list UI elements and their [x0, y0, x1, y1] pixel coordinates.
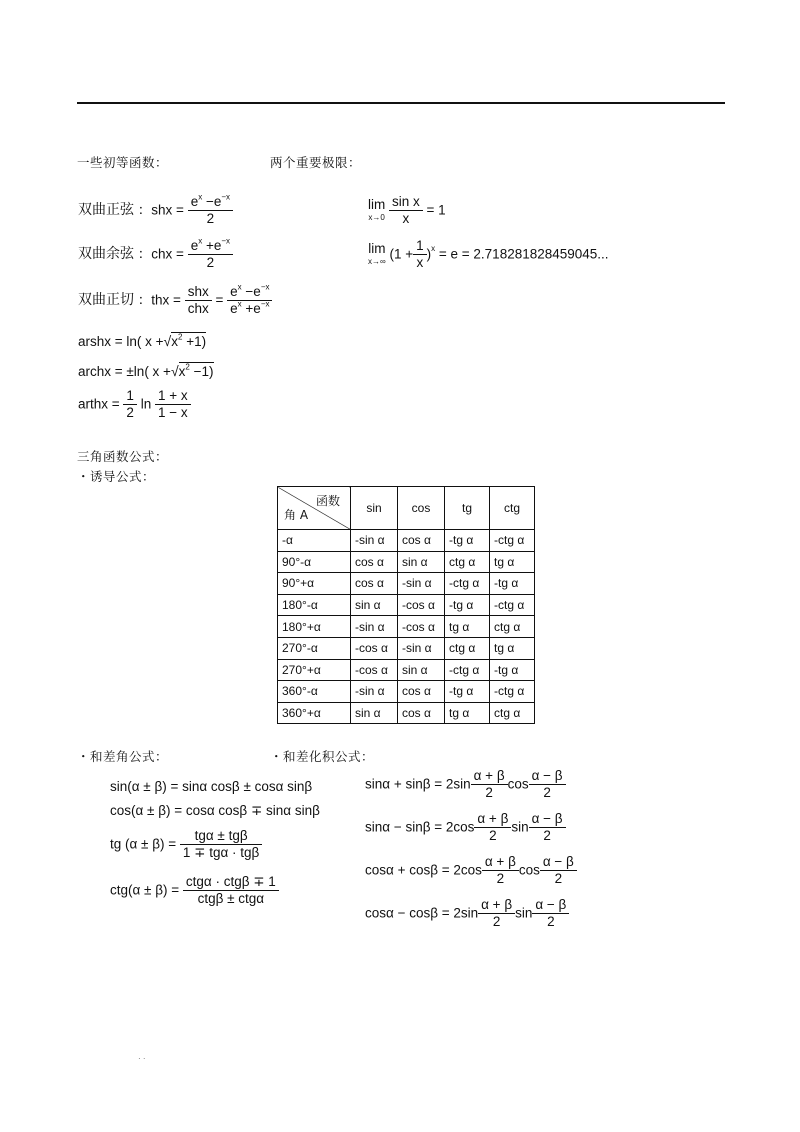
induction-table	[277, 486, 535, 724]
table-corner-cell: 函数 角 A	[278, 487, 351, 530]
formula-archx: archx = ±ln( $x +√x^2 -1$)	[78, 362, 214, 379]
table-row: 180°-α sin α -cos α -tg α -ctg α	[278, 594, 535, 616]
heading-sum-difference: ・和差角公式：	[77, 749, 169, 764]
heading-trig: 三角函数公式：	[77, 449, 169, 464]
table-row: 90°+α cos α -sin α -ctg α -tg α	[278, 573, 535, 595]
table-row: -α -sin α cos α -tg α -ctg α	[278, 530, 535, 552]
formula-arshx: arshx = ln( $x +√x^2 +1$)	[78, 332, 207, 349]
tanh-fraction-2: $\frac{e^x -e^{-x}}{e^x +e^{-x}}$	[227, 284, 272, 316]
tanh-fraction-1: $\frac{\text{shx}}{\text{chx}}$	[185, 284, 212, 316]
formula-cos-sum: cos(α ± β) = cosα cosβ ∓ sinα sinβ	[110, 803, 320, 818]
table-header-sin: sin	[351, 487, 398, 530]
limit-e: lim x→∞ (1 + $\frac{1}{x}$ )$^x$ = e = 2.718281828459045...	[368, 238, 609, 270]
cosh-fraction: $\frac{e^x +e^{-x}}{2}$	[188, 238, 233, 270]
table-row: 360°+α sin α cos α tg α ctg α	[278, 702, 535, 724]
cosh-label: 双曲余弦	[78, 246, 134, 262]
formula-cosh: 双曲余弦 ：chx = $\frac{e^x +e^{-x}}{2}$	[78, 238, 233, 270]
heading-induction: ・诱导公式：	[77, 469, 156, 484]
table-header-tg: tg	[445, 487, 490, 530]
formula-sin-plus-sin: sinα + sinβ = 2sin $\frac{\alpha + \beta}{2}$ cos $\frac{\alpha - \beta}{2}$	[365, 768, 566, 800]
table-row: 270°+α -cos α sin α -ctg α -tg α	[278, 659, 535, 681]
formula-tg-sum: tg (α ± β) = $\frac{\text{tgα ± tgβ}}{\text{1 ∓ tgα · tgβ}}$	[110, 828, 262, 860]
table-row: 270°-α -cos α -sin α ctg α tg α	[278, 637, 535, 659]
formula-cos-minus-cos: cosα − cosβ = 2sin $\frac{\alpha + \beta}{2}$ sin $\frac{\alpha - \beta}{2}$	[365, 897, 569, 929]
sinh-fraction: $\frac{e^x -e^{-x}}{2}$	[188, 194, 233, 226]
top-rule	[77, 102, 725, 104]
table-header-row	[278, 487, 535, 530]
heading-sum-to-product: ・和差化积公式：	[270, 749, 375, 764]
table-header-cos: cos	[398, 487, 445, 530]
formula-tanh: 双曲正切 ：thx = $\frac{\text{shx}}{\text{chx}}$ = $\frac{e^x -e^{-x}}{e^x +e^{-x}}$	[78, 284, 272, 316]
formula-sin-minus-sin: sinα − sinβ = 2cos $\frac{\alpha + \beta}{2}$ sin $\frac{\alpha - \beta}{2}$	[365, 811, 566, 843]
heading-elementary-functions: 一些初等函数：	[77, 155, 169, 170]
formula-sin-sum: sin(α ± β) = sinα cosβ ± cosα sinβ	[110, 779, 313, 794]
formula-ctg-sum: ctg(α ± β) = $\frac{\text{ctgα · ctgβ ∓ 1}}{\text{ctgβ ± ctgα}}$	[110, 874, 279, 906]
sinh-label: 双曲正弦	[78, 202, 134, 218]
table-row: 90°-α cos α sin α ctg α tg α	[278, 551, 535, 573]
heading-important-limits: 两个重要极限：	[270, 155, 362, 170]
formula-sinh: 双曲正弦 ：shx = $\frac{e^x -e^{-x}}{2}$	[78, 194, 233, 226]
formula-cos-plus-cos: cosα + cosβ = 2cos $\frac{\alpha + \beta}{2}$ cos $\frac{\alpha - \beta}{2}$	[365, 854, 577, 886]
formula-arthx: arthx = $\frac{1}{2}$ ln $\frac{1 + x}{1 - x}$	[78, 388, 191, 420]
table-row: 180°+α -sin α -cos α tg α ctg α	[278, 616, 535, 638]
tanh-label: 双曲正切	[78, 292, 134, 308]
table-header-ctg: ctg	[490, 487, 535, 530]
limit-sinx-over-x: lim x→0 $\frac{\text{sin x}}{x}$ = 1	[368, 194, 446, 226]
table-row: 360°-α -sin α cos α -tg α -ctg α	[278, 681, 535, 703]
footer-dots: · ·	[138, 1054, 146, 1063]
